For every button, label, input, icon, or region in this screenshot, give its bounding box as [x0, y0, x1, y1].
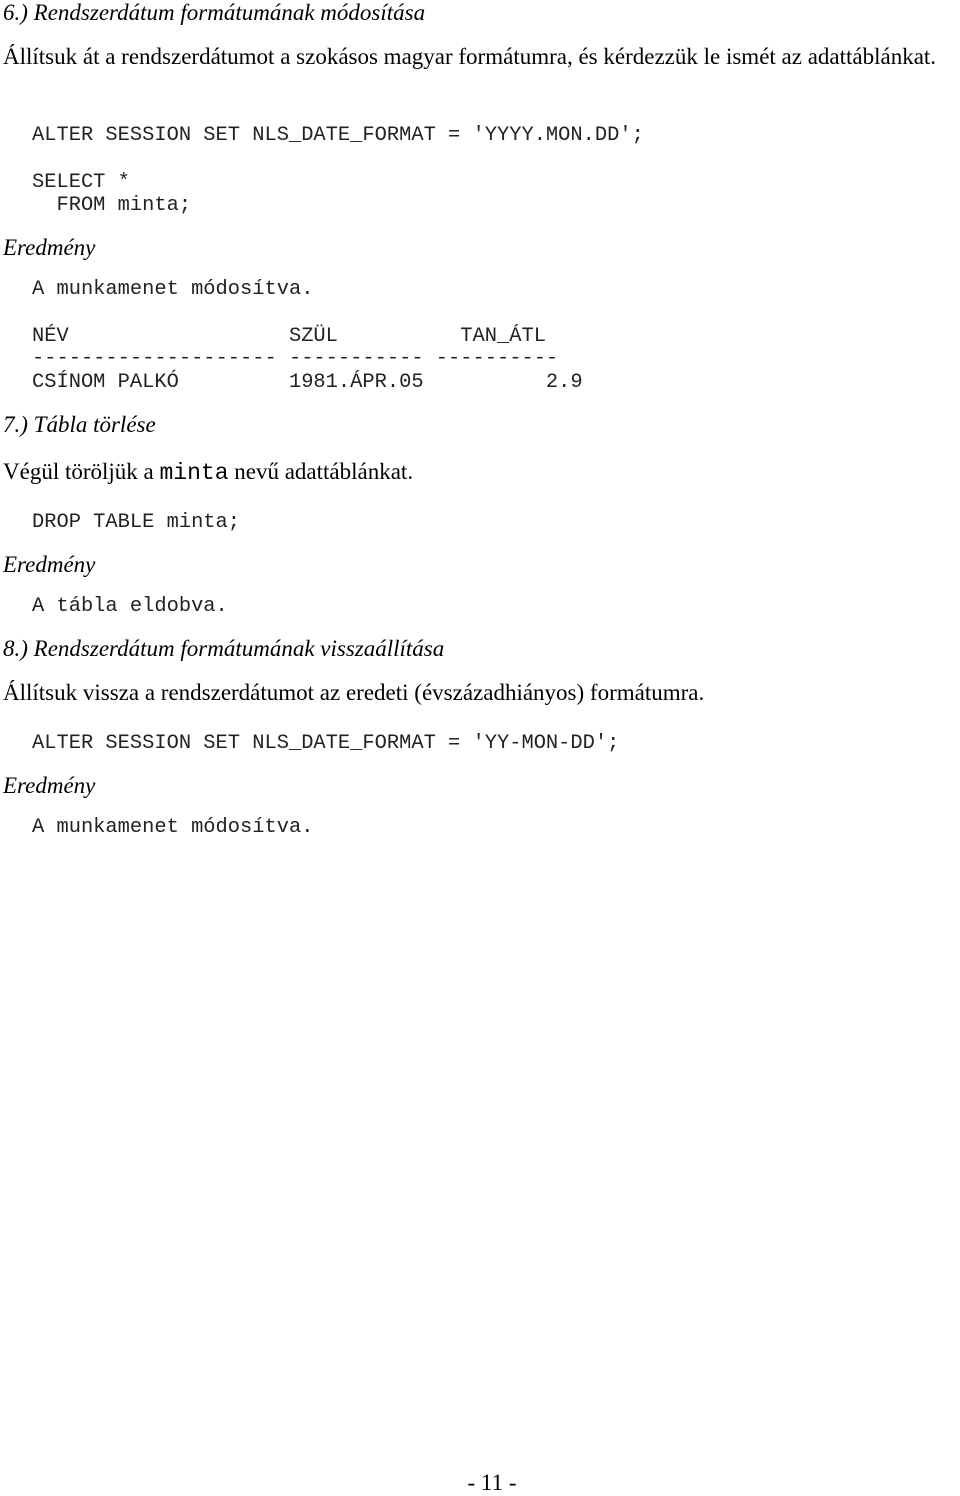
result-message-2: A tábla eldobva. — [32, 595, 228, 618]
code-alter-session-2: ALTER SESSION SET NLS_DATE_FORMAT = 'YY-MON-DD'; — [32, 732, 620, 755]
section-7-intro-after: nevű adattáblánkat. — [228, 459, 414, 484]
result-message-1: A munkamenet módosítva. — [32, 278, 314, 301]
code-select-line-1: SELECT * — [32, 171, 130, 194]
code-drop-table: DROP TABLE minta; — [32, 511, 241, 534]
page-number: - 11 - — [467, 1470, 517, 1495]
result-label-2: Eredmény — [3, 552, 96, 577]
result-table-row: CSÍNOM PALKÓ 1981.ÁPR.05 2.9 — [32, 371, 583, 394]
result-label-3: Eredmény — [3, 773, 96, 798]
code-alter-session-1: ALTER SESSION SET NLS_DATE_FORMAT = 'YYYY.MON.DD'; — [32, 124, 644, 147]
section-6-heading: 6.) Rendszerdátum formátumának módosítása — [3, 0, 426, 25]
result-message-3: A munkamenet módosítva. — [32, 816, 314, 839]
section-7-intro — [3, 459, 413, 486]
section-6-intro: Állítsuk át a rendszerdátumot a szokásos magyar formátumra, és kérdezzük le ismét az adattáblánkat. — [3, 44, 937, 69]
code-select-line-2: FROM minta; — [32, 194, 192, 217]
result-table-separator: -------------------- ----------- ---------- — [32, 347, 559, 370]
section-7-heading: 7.) Tábla törlése — [3, 412, 156, 437]
section-8-heading: 8.) Rendszerdátum formátumának visszaállítása — [3, 636, 445, 661]
section-8-intro: Állítsuk vissza a rendszerdátumot az eredeti (évszázadhiányos) formátumra. — [3, 680, 705, 705]
section-7-intro-code: minta — [159, 460, 229, 486]
result-label-1: Eredmény — [3, 235, 96, 260]
result-table-header: NÉV SZÜL TAN_ÁTL — [32, 325, 546, 348]
section-7-intro-before: Végül töröljük a — [3, 459, 160, 484]
